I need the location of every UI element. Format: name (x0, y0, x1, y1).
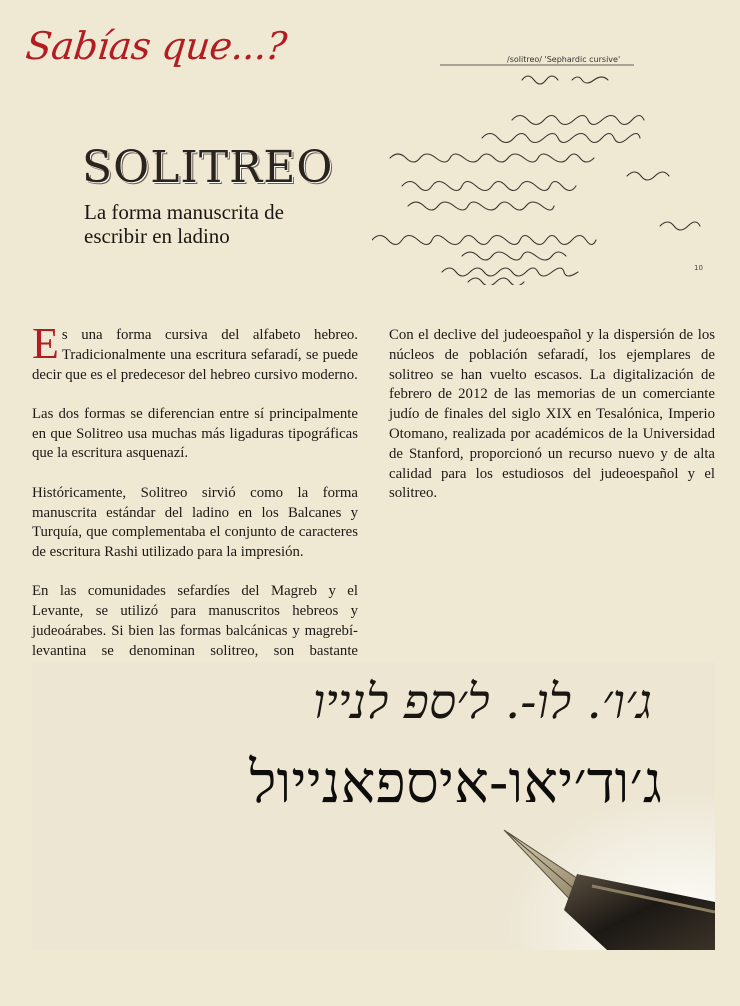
paragraph-4: En las comunidades sefardíes del Magreb y el Levante, se utilizó para manuscritos hebreos y judeoárabes. Si bien las formas balcánicas y magrebí-levantina se denominan solitreo, son bastante (32, 583, 358, 659)
page-title: SOLITREO (82, 142, 334, 193)
paragraph-2: Las dos formas se diferencian entre sí principalmente en que Solitreo usa muchas más ligaduras tipográficas que la escritura asquenazí. (32, 405, 358, 462)
manuscript-page-number: 10 (694, 264, 703, 272)
drop-cap: E (32, 319, 59, 368)
page-subtitle: La forma manuscrita de escribir en ladino (84, 200, 284, 248)
cursive-hebrew-line: ג׳ו׳. לו-. ל׳ספ לנייו (312, 674, 652, 730)
manuscript-image (372, 50, 724, 285)
paragraph-5: Con el declive del judeoespañol y la dispersión de los núcleos de población sefaradí, los ejemplares de solitreo se han vuelto escasos. La digitalización de febrero de 2012 de las memorias de un comerciante judío de finales del siglo XIX en Tesalónica, Imperio Otomano, realizada por académicos de la Universidad de Stanford, proporcionó un recurso nuevo y de alta calidad para los estudiosos del judeoespañol y el solitreo. (389, 327, 715, 502)
fountain-pen-illustration (32, 662, 715, 950)
paragraph-1: Es una forma cursiva del alfabeto hebreo. Tradicionalmente una escritura sefaradí, se puede decir que es el predecesor del hebreo cursivo moderno. (32, 319, 358, 383)
printed-hebrew-line: ג׳וד׳יאו-איספאנייול (249, 748, 662, 816)
paragraph-3: Históricamente, Solitreo sirvió como la forma manuscrita estándar del ladino en los Balcanes y Turquía, que complementaba el conjunto de caracteres de escritura Rashi utilizado para la impresión. (32, 484, 358, 561)
kicker-heading: Sabías que...? (23, 24, 289, 68)
manuscript-caption: /solitreo/ 'Sephardic cursive' (507, 55, 621, 64)
